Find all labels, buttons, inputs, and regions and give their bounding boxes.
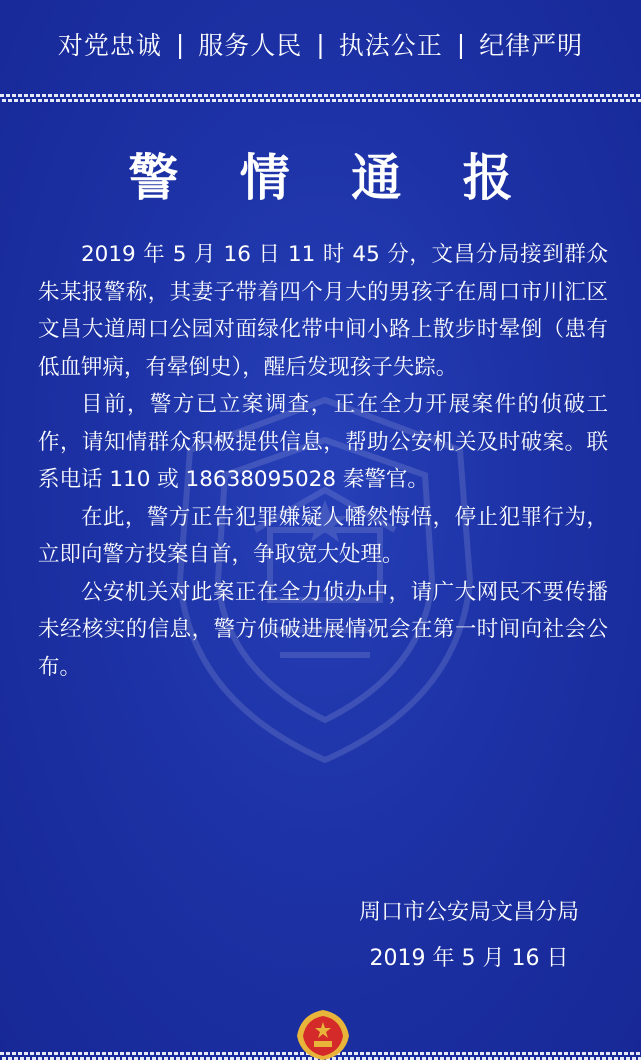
slogan-header xyxy=(0,0,641,88)
slogan-separator: | xyxy=(456,29,466,59)
decorative-chain-border-top xyxy=(0,94,641,102)
notice-paragraph-public-advice: 公安机关对此案正在全力侦办中，请广大网民不要传播未经核实的信息，警方侦破进展情况会在第一时间向社会公布。 xyxy=(38,579,608,680)
slogan-4: 纪律严明 xyxy=(479,31,584,60)
notice-body xyxy=(38,236,608,686)
notice-paragraph-investigation: 目前，警方已立案调查，正在全力开展案件的侦破工作，请知情群众积极提供信息，帮助公安机关及时破案。联系电话 110 或 18638095028 秦警官。 xyxy=(38,392,608,492)
notice-paragraph-incident: 2019 年 5 月 16 日 11 时 45 分，文昌分局接到群众朱某报警称，其妻子带着四个月大的男孩子在周口市川汇区文昌大道周口公园对面绿化带中间小路上散步时晕倒（患有低血钾病，有晕倒史），醒后发现孩子失踪。 xyxy=(38,242,608,380)
slogan-1: 对党忠诚 xyxy=(57,31,162,60)
notice-signature xyxy=(359,890,579,982)
notice-paragraph-warning: 在此，警方正告犯罪嫌疑人幡然悔悟，停止犯罪行为，立即向警方投案自首，争取宽大处理。 xyxy=(38,504,608,567)
slogan-2: 服务人民 xyxy=(198,31,303,60)
slogan-3: 执法公正 xyxy=(338,31,443,60)
issuer-name: 周口市公安局文昌分局 xyxy=(358,900,579,925)
police-emblem-icon xyxy=(293,1008,353,1060)
notice-title: 警 情 通 报 xyxy=(128,149,535,207)
issue-date: 2019 年 5 月 16 日 xyxy=(369,946,569,971)
slogan-separator: | xyxy=(316,29,325,59)
slogan-separator: | xyxy=(175,29,185,59)
